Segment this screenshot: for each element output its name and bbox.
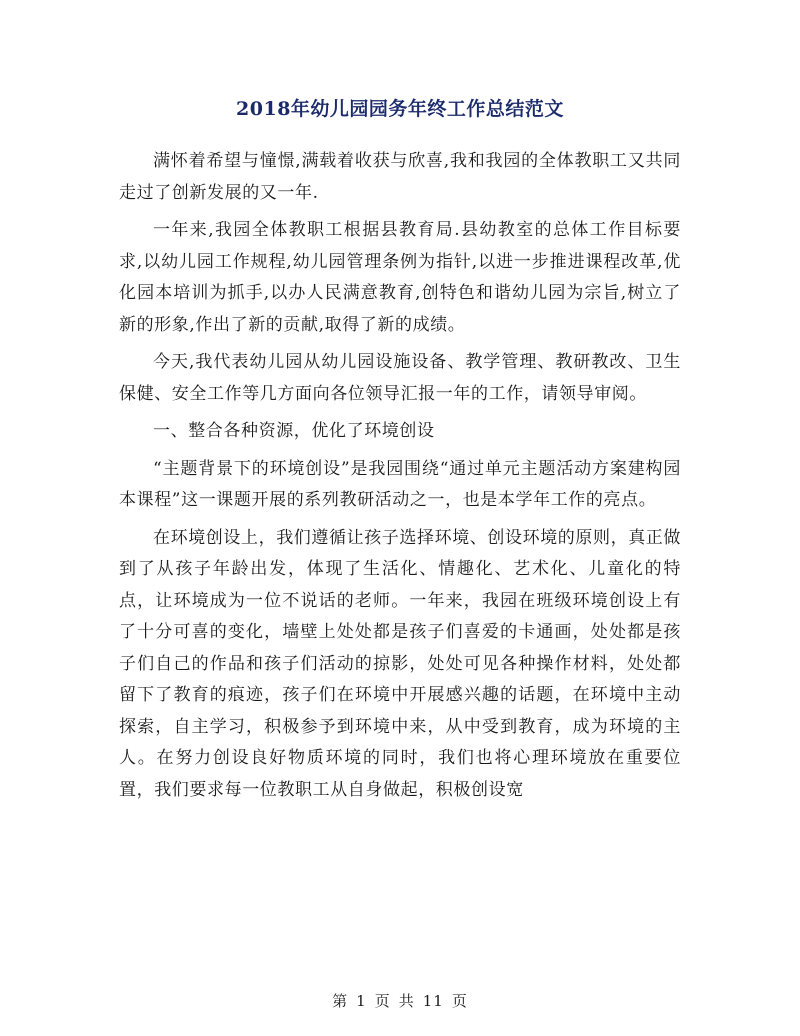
page-label-suffix: 页 [451, 992, 468, 1010]
document-body [119, 146, 681, 812]
page-label-mid: 页 [374, 992, 391, 1010]
total-pages-number: 11 [422, 992, 444, 1010]
paragraph-intro: 满怀着希望与憧憬,满载着收获与欣喜,我和我园的全体教职工又共同走过了创新发展的又一年. [119, 151, 681, 203]
section-heading: 一、整合各种资源，优化了环境创设 [153, 421, 435, 441]
total-label: 共 [398, 992, 415, 1010]
paragraph-summary: 一年来,我园全体教职工根据县教育局.县幼教室的总体工作目标要求,以幼儿园工作规程,幼儿园管理条例为指针,以进一步推进课程改革,优化园本培训为抓手,以办人民满意教育,创特色和谐幼儿园为宗旨,树立了新的形象,作出了新的贡献,取得了新的成绩。 [119, 220, 681, 335]
current-page-number: 1 [356, 992, 367, 1010]
page-title: 2018年幼儿园园务年终工作总结范文 [236, 98, 564, 120]
page-footer [0, 990, 800, 1011]
page-label-prefix: 第 [332, 992, 349, 1010]
paragraph-environment: 在环境创设上，我们遵循让孩子选择环境、创设环境的原则，真正做到了从孩子年龄出发，体现了生活化、情趣化、艺术化、儿童化的特点，让环境成为一位不说话的老师。一年来，我园在班级环境创设上有了十分可喜的变化，墙壁上处处都是孩子们喜爱的卡通画，处处都是孩子们自己的作品和孩子们活动的掠影，处处可见各种操作材料，处处都留下了教育的痕迹，孩子们在环境中开展感兴趣的话题，在环境中主动探索，自主学习，积极参予到环境中来，从中受到教育，成为环境的主人。在努力创设良好物质环境的同时，我们也将心理环境放在重要位置，我们要求每一位教职工从自身做起，积极创设宽 [119, 527, 681, 800]
paragraph-theme: “主题背景下的环境创设”是我园围绕“通过单元主题活动方案建构园本课程”这一课题开展的系列教研活动之一，也是本学年工作的亮点。 [119, 458, 681, 510]
paragraph-report: 今天,我代表幼儿园从幼儿园设施设备、教学管理、教研教改、卫生保健、安全工作等几方面向各位领导汇报一年的工作，请领导审阅。 [119, 352, 681, 404]
